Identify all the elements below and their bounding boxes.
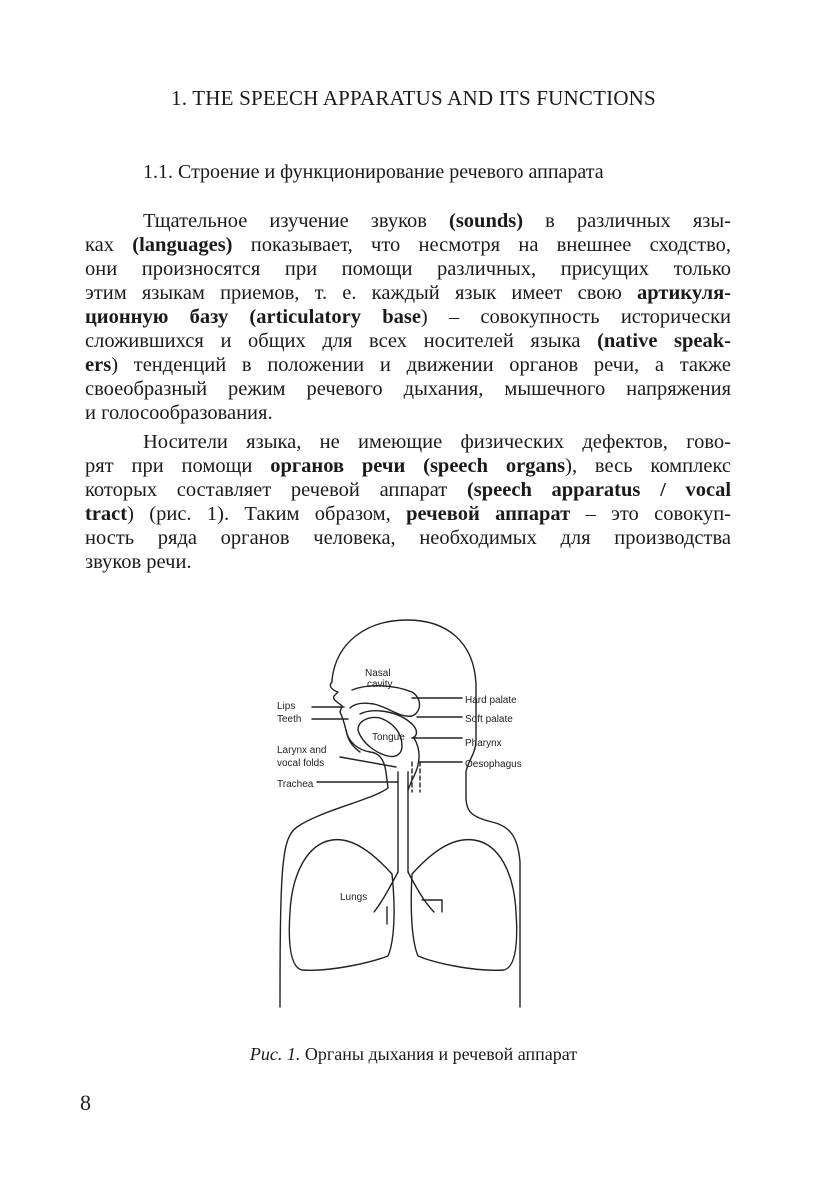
paragraph-line: своеобразный режим речевого дыхания, мышечного напряжения [85, 378, 731, 400]
label-nasal-line2: cavity [367, 679, 393, 690]
trachea [398, 772, 408, 872]
speech-organs-figure [262, 612, 562, 1012]
paragraph-line: они произносятся при помощи различных, присущих только [85, 258, 731, 280]
label-nasal-line1: Nasal [365, 668, 391, 679]
paragraph-line: ционную базу (articulatory base) – совокупность исторически [85, 306, 731, 328]
paragraph-line: ность ряда органов человека, необходимых для производства [85, 527, 731, 549]
label-tongue: Tongue [372, 732, 405, 743]
caption-text: Органы дыхания и речевой аппарат [300, 1044, 578, 1064]
paragraph-line: звуков речи. [85, 551, 192, 573]
paragraph-line: сложившихся и общих для всех носителей языка (native speak- [85, 330, 731, 352]
label-larynx-line1: Larynx and [277, 745, 327, 756]
paragraph-1 [85, 209, 731, 425]
paragraph-line: Носители языка, не имеющие физических дефектов, гово- [143, 431, 731, 453]
paragraph-line: ках (languages) показывает, что несмотря на внешнее сходство, [85, 234, 732, 256]
figure-caption [0, 1044, 827, 1065]
bronchi [374, 872, 434, 912]
paragraph-line: Тщательное изучение звуков (sounds) в различных язы- [143, 210, 731, 232]
paragraph-line: и голосообразования. [85, 402, 273, 424]
paragraph-2 [85, 430, 731, 574]
label-oesophagus: Oesophagus [465, 759, 522, 770]
label-teeth: Teeth [277, 714, 302, 725]
lower-jaw [346, 730, 360, 752]
chapter-title: 1. THE SPEECH APPARATUS AND ITS FUNCTIONS [171, 86, 656, 110]
pharynx-wall [408, 738, 419, 790]
label-pharynx: Pharynx [465, 738, 502, 749]
paragraph-line: ers) тенденций в положении и движении органов речи, а также [85, 354, 731, 376]
paragraph-line: которых составляет речевой аппарат (speech apparatus / vocal [85, 479, 732, 501]
label-lungs: Lungs [340, 892, 368, 903]
label-soft-palate: Soft palate [465, 714, 513, 725]
head-outline [332, 620, 520, 1007]
label-hard-palate: Hard palate [465, 695, 517, 706]
paragraph-line: рят при помощи органов речи (speech organs), весь комплекс [85, 455, 732, 477]
label-larynx-line2: vocal folds [277, 758, 325, 769]
caption-prefix: Рис. 1. [249, 1044, 301, 1064]
speech-apparatus-diagram [262, 612, 562, 1012]
label-trachea: Trachea [277, 779, 314, 790]
page-number: 8 [80, 1090, 91, 1115]
face-outline [280, 680, 388, 1007]
section-title: 1.1. Строение и функционирование речевого аппарата [143, 161, 604, 183]
paragraph-line: этим языкам приемов, т. е. каждый язык имеет свою артикуля- [85, 282, 731, 304]
label-lips: Lips [277, 701, 296, 712]
paragraph-line: tract) (рис. 1). Таким образом, речевой аппарат – это совокуп- [85, 503, 732, 525]
